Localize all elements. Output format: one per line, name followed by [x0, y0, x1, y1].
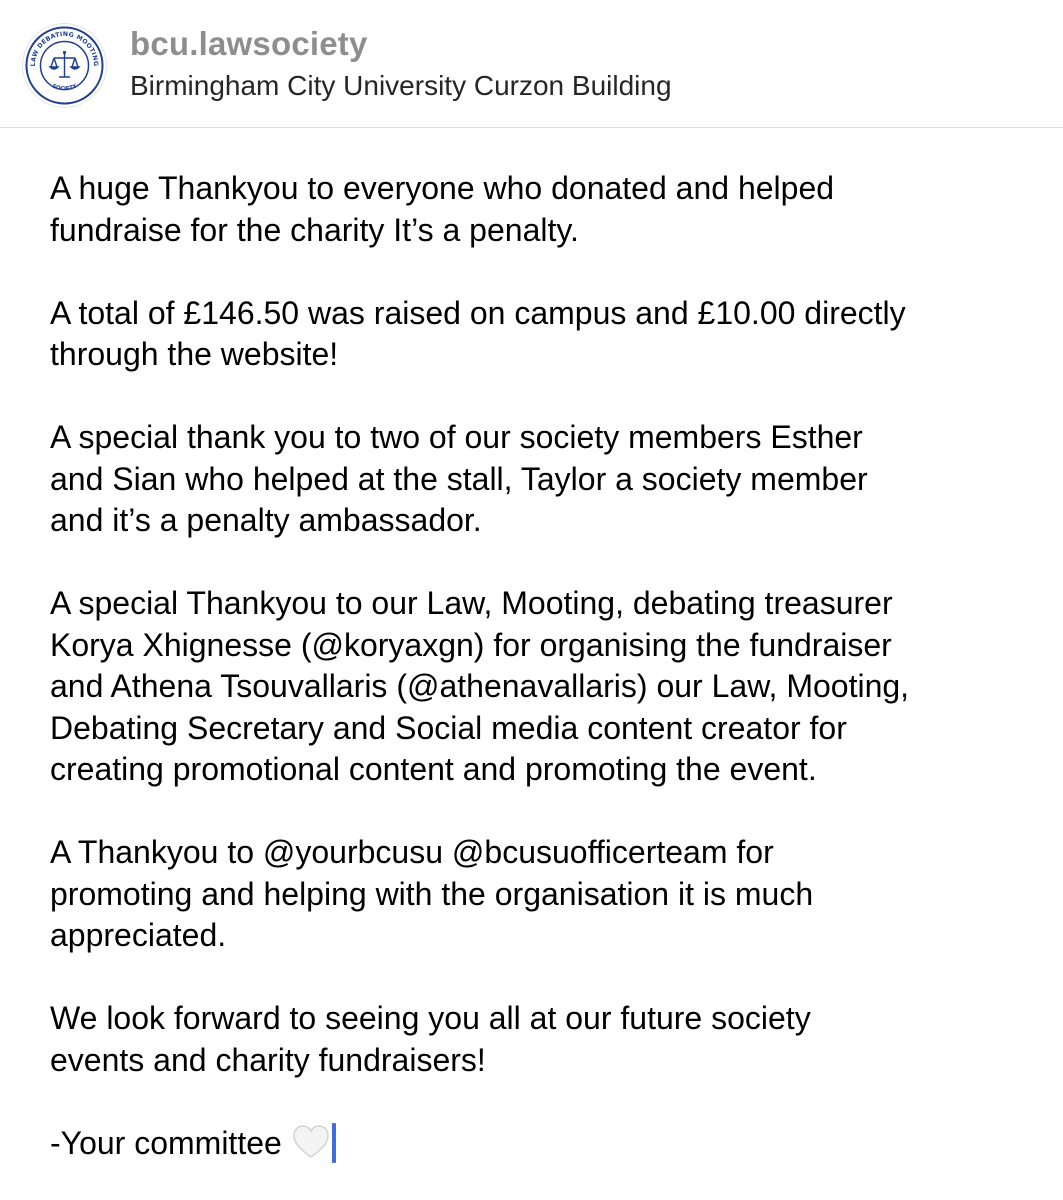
- society-logo-icon: [22, 23, 107, 108]
- caption-paragraph: [50, 417, 1040, 542]
- caption-line: We look forward to seeing you all at our future society: [50, 1000, 811, 1036]
- caption-paragraph: [50, 998, 1040, 1081]
- caption-line: and it’s a penalty ambassador.: [50, 502, 482, 538]
- caption-line: creating promotional content and promoting the event.: [50, 751, 817, 787]
- caption-signoff[interactable]: [50, 1123, 1040, 1171]
- post-caption: [50, 168, 1040, 1170]
- avatar[interactable]: [22, 23, 107, 108]
- caption-line: promoting and helping with the organisation it is much: [50, 875, 814, 912]
- caption-line: events and charity fundraisers!: [50, 1041, 486, 1078]
- caption-line: fundraise for the charity It’s a penalty.: [50, 211, 579, 248]
- caption-line: appreciated.: [50, 917, 227, 953]
- caption-paragraph: [50, 168, 1040, 251]
- caption-line: Debating Secretary and Social media content creator for: [50, 709, 847, 746]
- caption-line: and Sian who helped at the stall, Taylor a society member: [50, 460, 868, 497]
- caption-paragraph: [50, 832, 1040, 957]
- caption-line: through the website!: [50, 336, 339, 372]
- logo-ring-text-top: LAW DEBATING MOOTING: [29, 30, 100, 67]
- caption-line: A special thank you to two of our society members Esther: [50, 419, 863, 455]
- caption-line: Korya Xhignesse (@koryaxgn) for organising the fundraiser: [50, 626, 892, 663]
- caption-line: A special Thankyou to our Law, Mooting, debating treasurer: [50, 585, 893, 621]
- caption-paragraph: [50, 583, 1040, 791]
- username[interactable]: bcu.lawsociety: [130, 25, 368, 62]
- caption-line: A total of £146.50 was raised on campus and £10.00 directly: [50, 294, 906, 331]
- caption-paragraph: [50, 293, 1040, 376]
- caption-line: and Athena Tsouvallaris (@athenavallaris) our Law, Mooting,: [50, 668, 910, 704]
- text-cursor: [332, 1123, 336, 1163]
- caption-line: A huge Thankyou to everyone who donated and helped: [50, 170, 835, 206]
- post-header: [0, 0, 1063, 128]
- logo-ring-text-bottom: SOCIETY: [51, 83, 78, 93]
- location-tag[interactable]: Birmingham City University Curzon Building: [130, 70, 672, 101]
- signoff-text: -Your committee: [50, 1124, 282, 1161]
- caption-line: A Thankyou to @yourbcusu @bcusuofficerteam for: [50, 834, 774, 870]
- white-heart-icon: [292, 1124, 330, 1171]
